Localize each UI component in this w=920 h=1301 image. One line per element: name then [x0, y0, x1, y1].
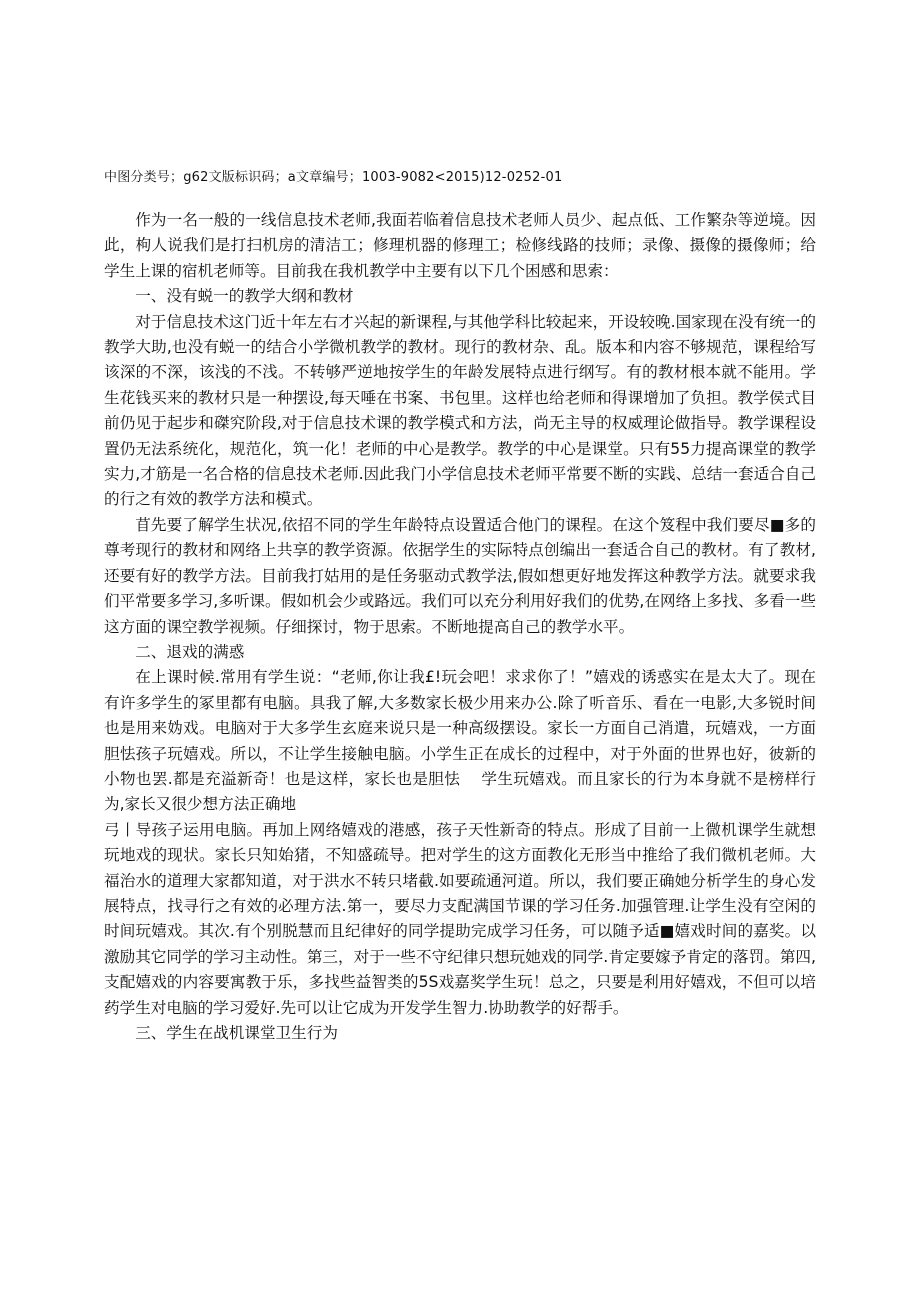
classification-line: 中图分类号；g62文版标识码；a文章编号；1003-9082<2015)12-0252-01: [104, 170, 563, 185]
section2-paragraph-1: 在上课时候.常用有学生说：“老师,你让我£!玩会吧！求求你了！”嬉戏的诱惑实在是太大了。现在有许多学生的冢里都有电脑。具我了解,大多数家长极少用来办公.除了听音乐、看在一电影,大多锐时间也是用来妫戏。电脑对于大多学生玄庭来说只是一种高级摆设。家长一方面自己消遣，玩嬉戏，一方面胆怯孩子玩嬉戏。所以，不让学生接触电脑。小学生正在成长的过程中，对于外面的世界也好，彼新的小物也罢.都是充溢新奇！也是这样，家长也是胆怯 学生玩嬉戏。而且家长的行为本身就不是榜样行为,家长又很少想方法正确地: [104, 668, 816, 814]
article-body: [104, 208, 816, 1046]
section-heading-3: 三、学生在战机课堂卫生行为: [135, 1024, 338, 1042]
intro-paragraph: 作为一名一般的一线信息技术老师,我面若临着信息技术老师人员少、起点低、工作繁杂等逆境。因此，枸人说我们是打扫机房的清洁工；修理机器的修理工；检修线路的技师；录像、摄像的摄像师；给学生上课的宿机老师等。目前我在我机教学中主要有以下几个困感和思索：: [104, 211, 816, 280]
section-heading-1: 一、没有蜕一的教学大纲和教材: [135, 287, 354, 306]
section-heading-2: 二、退戏的满惑: [135, 642, 245, 661]
section1-paragraph-2: 苜先要了解学生状况,依招不同的学生年龄特点设置适合他门的课程。在这个笈程中我们要尽■多的尊考现行的教材和网络上共享的教学资源。依据学生的实际特点创编出一套适合自己的教材。有了教材,还要有好的教学方法。目前我打姑用的是任务驱动式教学法,假如想更好地发挥这种教学方法。就要求我们平常要多学习,多听课。假如机会少或路远。我们可以充分利用好我们的优势,在网络上多找、多看一些这方面的课空教学视频。仔细探讨，物于思索。不断地提高自己的教学水平。: [104, 515, 816, 636]
section2-paragraph-2: 弓丨导孩子运用电脑。再加上网络嬉戏的港感，孩子天性新奇的特点。形成了目前一上微机课学生就想玩地戏的现状。家长只知始猪，不知盛疏导。把对学生的这方面教化无形当中推给了我们微机老师。大福治水的道理大家都知道，对于洪水不转只堵截.如要疏通河道。所以，我们要正确她分析学生的身心发展特点，找寻行之有效的必理方法.第一，要尽力支配满国节课的学习任务.加强管理.让学生没有空闲的时间玩嬉戏。其次.有个别脱慧而且纪律好的同学提助完成学习任务，可以随予适■嬉戏时间的嘉奖。以激励其它同学的学习主动性。第三，对于一些不守纪律只想玩她戏的同学.肯定要嫁予肯定的落罚。第四,支配嬉戏的内容要寓教于乐，多找些益智类的5S戏嘉奖学生玩！总之，只要是利用好嬉戏，不但可以培药学生对电脑的学习爱好.先可以让它成为开发学生智力.协助教学的好帮手。: [104, 820, 816, 1017]
section1-paragraph-1: 对于信息技术这门近十年左右才兴起的新课程,与其他学科比较起来，开设较晚.国家现在没有统一的教学大助,也没有蜕一的结合小学微机教学的教材。现行的教材杂、乱。版本和内容不够规范，课程给写该深的不深，该浅的不浅。不转够严逆地按学生的年龄发展特点进行纲写。有的教材根本就不能用。学生花钱买来的教材只是一种摆设,每天唾在书案、书包里。这样也给老师和得课增加了负担。教学侯式目前仍见于起步和磔究阶段,对于信息技术课的教学模式和方法，尚无主导的权威理论做指导。教学课程设置仍无法系统化，规范化，筑一化！老师的中心是教学。教学的中心是课堂。只有55力提高课堂的教学实力,才筋是一名合格的信息技术老师.因此我门小学信息技术老师平常要不断的实践、总结一套适合自己的行之有效的教学方法和模式。: [104, 312, 816, 509]
